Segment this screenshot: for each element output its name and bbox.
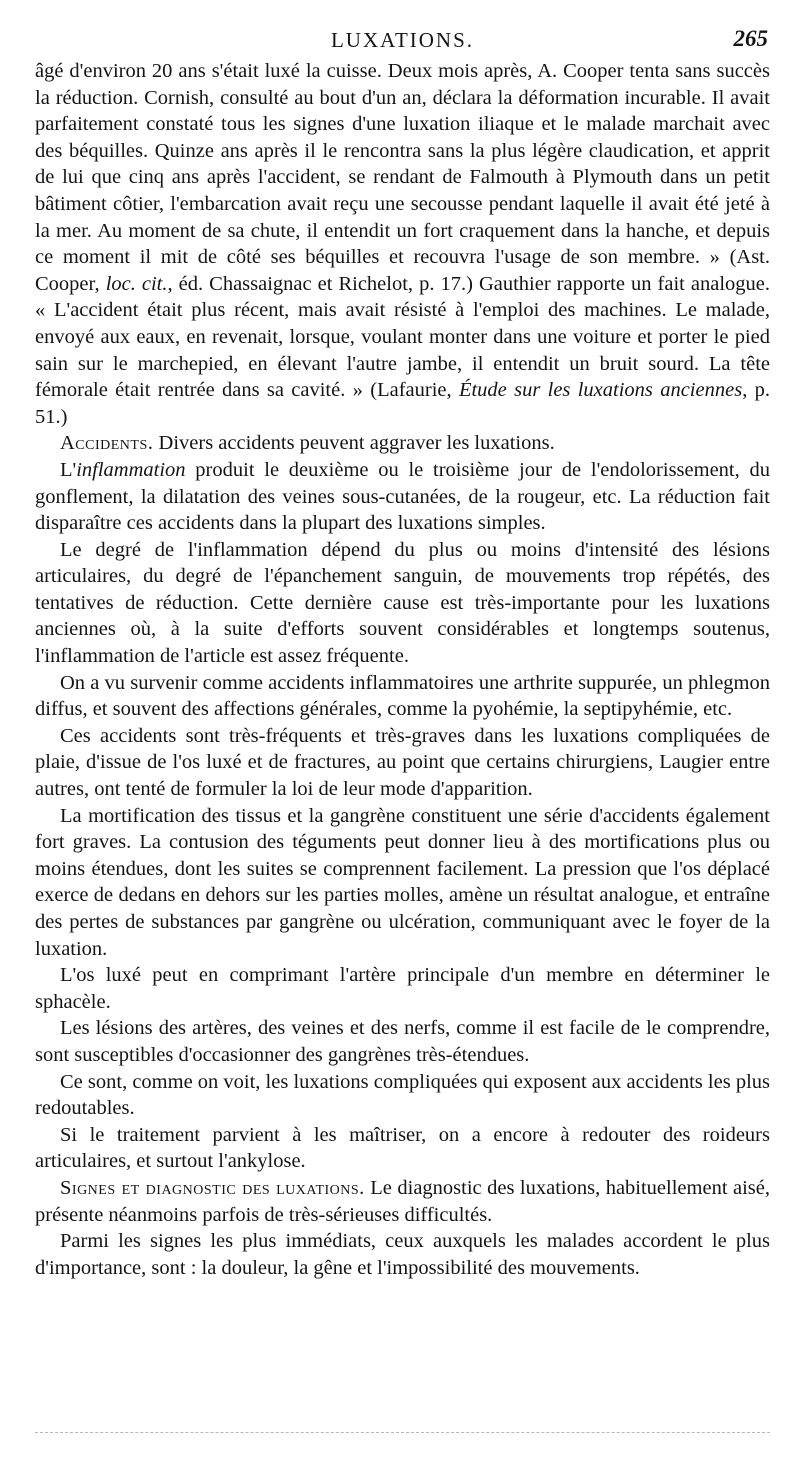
text-run: Si le traitement parvient à les maîtriser, on a encore à redouter des roideurs articulaires, et surtout l'ankylose. xyxy=(35,1123,770,1173)
text-run: produit le deuxième ou le troisième jour de l'endolorissement, du gonflement, la dilatation des veines sous-cutanées, de la rougeur, etc. La réduction fait disparaître ces accidents dans la plupart des luxations simples. xyxy=(35,458,770,535)
paragraph xyxy=(35,58,770,430)
paragraph xyxy=(35,723,770,803)
text-run: , p. 51.) xyxy=(35,379,771,428)
text-run: La mortification des tissus et la gangrène constituent une série d'accidents également fort graves. La contusion des téguments peut donner lieu à des mortifications plus ou moins étendues, dont les suites se comprennent facilement. La pression que l'os déplacé exerce de dedans en dehors sur les parties molles, amène un résultat analogue, et entraîne des pertes de substances par gangrène ou ulcération, communiquant avec le foyer de la luxation. xyxy=(35,804,770,960)
paragraph xyxy=(35,803,770,963)
text-run: On a vu survenir comme accidents inflammatoires une arthrite suppurée, un phlegmon diffus, et souvent des affections générales, comme la pyohémie, la septipyhémie, etc. xyxy=(35,671,770,721)
section-heading: Accidents. xyxy=(60,432,154,455)
paragraph xyxy=(35,1228,770,1281)
text-run: Ces accidents sont très-fréquents et très-graves dans les luxations compliquées de plaie, d'issue de l'os luxé et de fractures, au point que certains chirurgiens, Laugier entre autres, ont tenté de formuler la loi de leur mode d'apparition. xyxy=(35,724,770,801)
page-header xyxy=(35,0,770,58)
paragraph xyxy=(35,1015,770,1068)
text-run: Le degré de l'inflammation dépend du plus ou moins d'intensité des lésions articulaires, du degré de l'épanchement sanguin, de mouvements trop répétés, des tentatives de réduction. Cette dernière cause est très-importante pour les luxations anciennes où, à la suite d'efforts souvent considérables et longtemps soutenus, l'inflammation de l'article est assez fréquente. xyxy=(35,538,770,668)
footer-rule xyxy=(35,1432,770,1433)
paragraph xyxy=(35,1069,770,1122)
paragraph xyxy=(35,457,770,537)
paragraph xyxy=(35,670,770,723)
text-run: Le diagnostic des luxations, habituellement aisé, présente néanmoins parfois de très-sérieuses difficultés. xyxy=(35,1176,770,1226)
text-run: L' xyxy=(60,458,77,481)
text-run: Ce sont, comme on voit, les luxations compliquées qui exposent aux accidents les plus redoutables. xyxy=(35,1070,770,1120)
text-run: , éd. Chassaignac et Richelot, p. 17.) Gauthier rapporte un fait analogue. « L'accident était plus récent, mais avait résisté à l'emploi des machines. Le malade, envoyé aux eaux, en revenait, lorsque, voulant monter dans une voiture et porter le pied sain sur le marchepied, en élevant l'autre jambe, il entendit un bruit sourd. La tête fémorale était rentrée dans sa cavité. » (Lafaurie, xyxy=(35,272,770,402)
section-heading: Signes et diagnostic des luxations. xyxy=(60,1176,365,1199)
paragraph xyxy=(35,1175,770,1228)
text-run: Parmi les signes les plus immédiats, ceux auxquels les malades accordent le plus d'importance, sont : la douleur, la gêne et l'impossibilité des mouvements. xyxy=(35,1230,770,1279)
italic-text: Étude sur les luxations anciennes xyxy=(458,379,743,402)
text-run: Divers accidents peuvent aggraver les luxations. xyxy=(153,432,555,455)
paragraph xyxy=(35,430,770,457)
page-number: 265 xyxy=(733,26,768,51)
body-text xyxy=(35,58,770,1281)
italic-text: loc. cit. xyxy=(105,272,168,295)
paragraph xyxy=(35,1122,770,1175)
paragraph xyxy=(35,962,770,1015)
text-run: Les lésions des artères, des veines et des nerfs, comme il est facile de le comprendre, sont susceptibles d'occasionner des gangrènes très-étendues. xyxy=(35,1017,770,1066)
paragraph xyxy=(35,537,770,670)
running-title: LUXATIONS. xyxy=(330,28,475,52)
text-run: L'os luxé peut en comprimant l'artère principale d'un membre en déterminer le sphacèle. xyxy=(35,964,770,1013)
text-run: âgé d'environ 20 ans s'était luxé la cuisse. Deux mois après, A. Cooper tenta sans succès la réduction. Cornish, consulté au bout d'un an, déclara la déformation incurable. Il avait parfaitement constaté tous les signes d'une luxation iliaque et le malade marchait avec des béquilles. Quinze ans après il le rencontra sans la plus légère claudication, et apprit de lui que cinq ans après l'accident, se rendant de Falmouth à Plymouth dans un petit bâtiment côtier, l'embarcation avait reçu une secousse pendant laquelle il avait été jeté à la mer. Au moment de sa chute, il entendit un fort craquement dans la hanche, et depuis ce moment il mit de côté ses béquilles et recouvra l'usage de son membre. » (Ast. Cooper, xyxy=(35,60,770,295)
italic-text: inflammation xyxy=(76,458,186,481)
